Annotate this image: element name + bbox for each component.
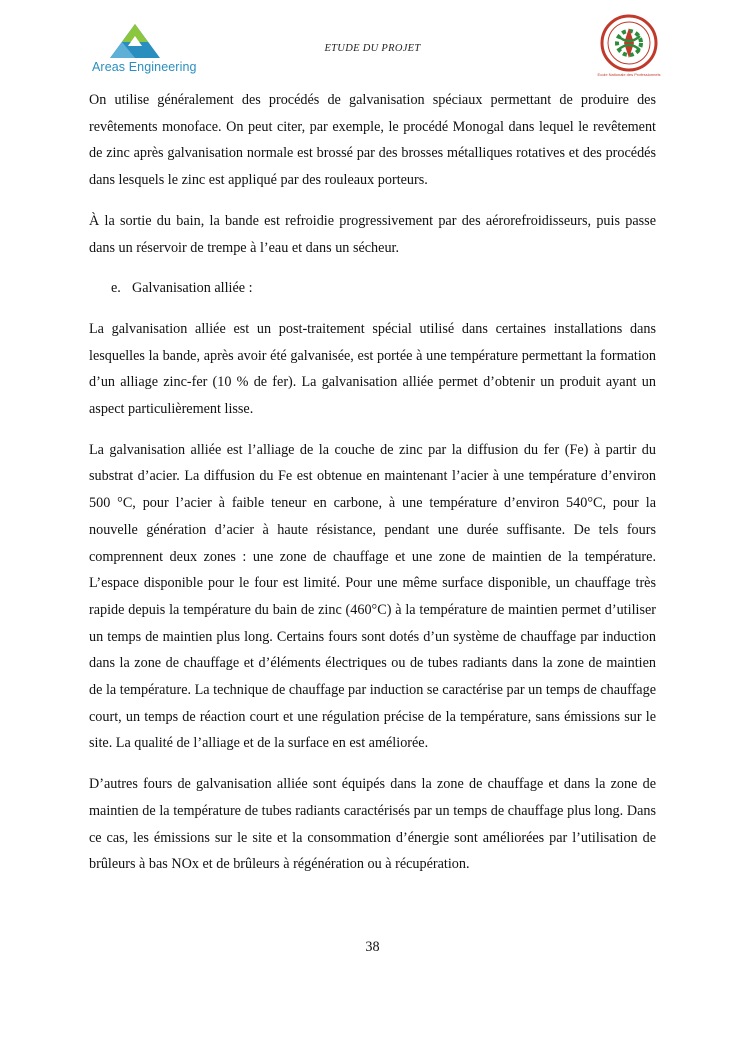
seal-emblem-icon — [594, 14, 664, 72]
list-item-galvanisation-alliee — [89, 275, 656, 302]
paragraph-monoface-coatings: On utilise généralement des procédés de galvanisation spéciaux permettant de produire des revêtements monoface. On peut citer, par exemple, le procédé Monogal dans lequel le revêtement de zinc après galvanisation normale est brossé par des brosses métalliques rotatives et des procédés dans lesquels le zinc est appliqué par des rouleaux porteurs. — [89, 92, 656, 189]
running-header-title: ETUDE DU PROJET — [324, 43, 421, 54]
paragraph-iron-diffusion: La galvanisation alliée est l’alliage de la couche de zinc par la diffusion du fer (Fe) à partir du substrat d’acier. La diffusion du Fe est obtenue en maintenant l’acier à une température d’environ 500 °C, pour l’acier à faible teneur en carbone, à une température d’environ 540°C, pour la nouvelle génération d’acier à haute résistance, pendant une durée suffisante. De tels fours comprennent deux zones : une zone de chauffage et une zone de maintien de la température. L’espace disponible pour le four est limité. Pour une même surface disponible, un chauffage très rapide depuis la température du bain de zinc (460°C) à la température de maintien permet d’utiliser un temps de maintien plus long. Certains fours sont dotés d’un système de chauffage par induction dans la zone de chauffage et d’éléments électriques ou de tubes radiants dans la zone de maintien de la température. La technique de chauffage par induction se caractérise par un temps de chauffage court, un temps de réaction court et une régulation précise de la température, sans émissions sur le site. La qualité de l’alliage et de la surface en est améliorée. — [89, 441, 656, 752]
paragraph-radiant-tube-furnaces: D’autres fours de galvanisation alliée sont équipés dans la zone de chauffage et dans la zone de maintien de la température de tubes radiants caractérisés par un temps de chauffage plus long. Dans ce cas, les émissions sur le site et la consommation d’énergie sont améliorées par l’utilisation de brûleurs à bas NOx et de brûleurs à régénération ou à récupération. — [89, 776, 656, 873]
school-seal-logo — [594, 14, 664, 80]
areas-engineering-brand-text: Areas Engineering — [92, 60, 197, 74]
list-item-label: Galvanisation alliée : — [132, 280, 253, 297]
areas-triangle-icon — [108, 22, 162, 60]
page-header — [0, 0, 745, 85]
paragraph-bath-exit: À la sortie du bain, la bande est refroidie progressivement par des aérorefroidisseurs, puis passe dans un réservoir de trempe à l’eau et dans un sécheur. — [89, 212, 656, 256]
page-number: 38 — [365, 939, 380, 955]
list-marker: e. — [111, 280, 121, 297]
seal-caption: Ecole Nationale des Professionnels — [597, 72, 661, 77]
paragraph-alloy-post-treatment: La galvanisation alliée est un post-traitement spécial utilisé dans certaines installations dans lesquelles la bande, après avoir été galvanisée, est portée à une température permettant la formation d’un alliage zinc-fer (10 % de fer). La galvanisation alliée permet d’obtenir un produit ayant un aspect particulièrement lisse. — [89, 320, 656, 418]
document-body — [89, 87, 656, 892]
